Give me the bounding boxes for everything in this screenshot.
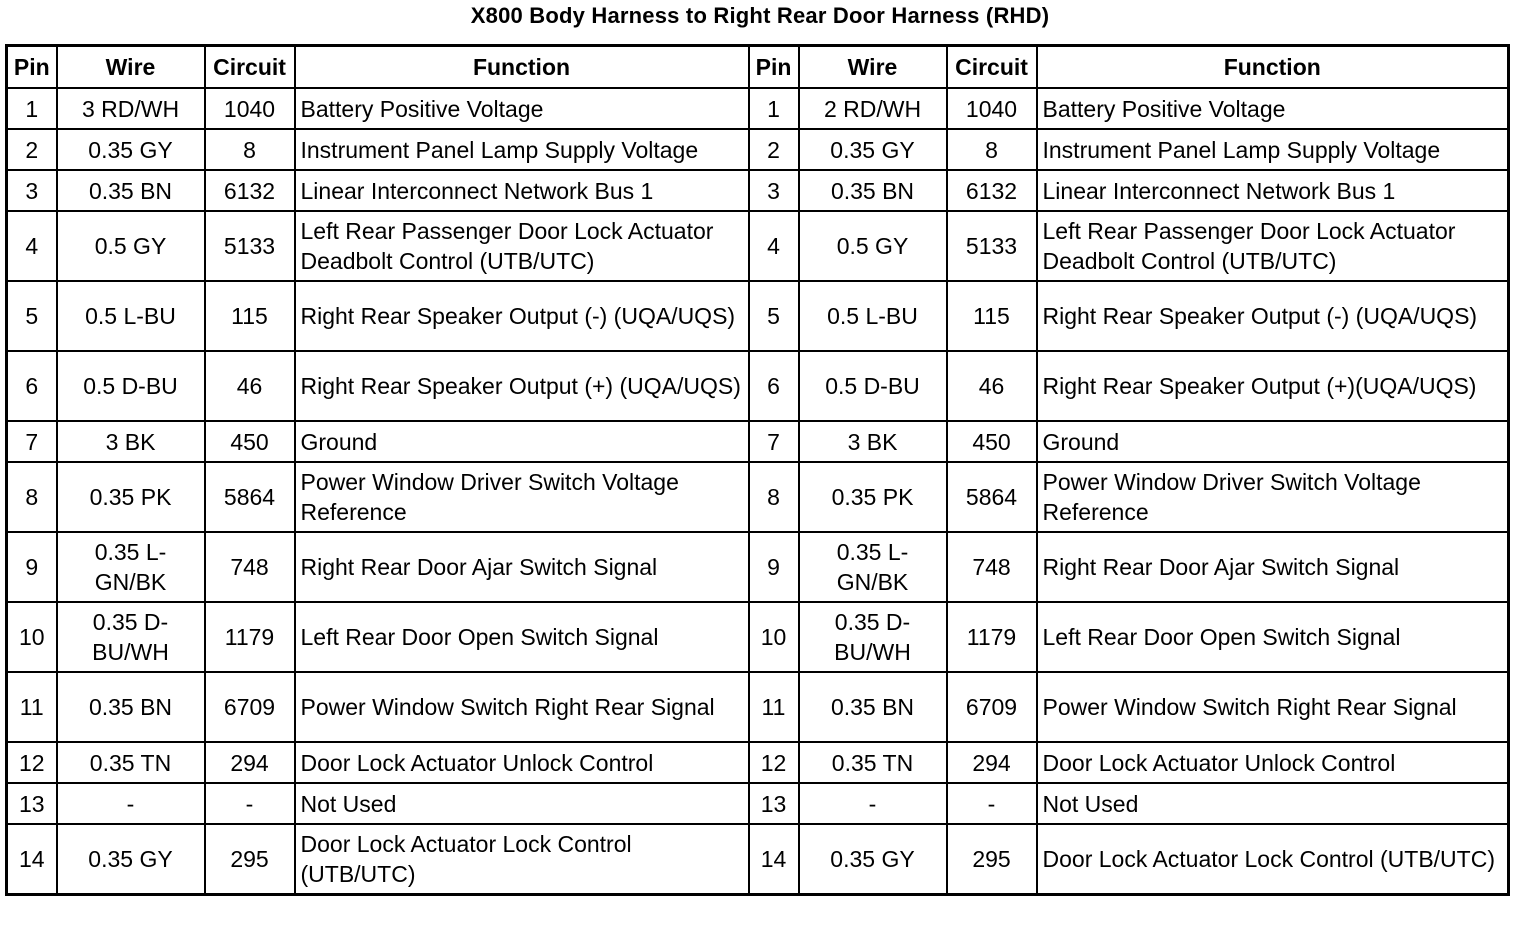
header-circuit: Circuit [205,46,295,89]
left-circuit-cell: 748 [205,532,295,602]
left-function-cell: Ground [295,421,749,462]
left-function-cell: Battery Positive Voltage [295,88,749,129]
table-title: X800 Body Harness to Right Rear Door Harness (RHD) [470,3,1050,28]
table-row [7,532,1509,602]
left-circuit-cell: 1179 [205,602,295,672]
right-circuit-cell: 748 [947,532,1037,602]
left-wire-cell: 0.35 BN [57,170,205,211]
left-circuit-cell: 450 [205,421,295,462]
left-function-cell: Left Rear Passenger Door Lock Actuator Deadbolt Control (UTB/UTC) [295,211,749,281]
right-circuit-cell: 1179 [947,602,1037,672]
table-row [7,211,1509,281]
left-wire-cell: 0.35 GY [57,129,205,170]
right-circuit-cell: 1040 [947,88,1037,129]
left-wire-cell: 0.35 PK [57,462,205,532]
left-pin-cell: 3 [7,170,57,211]
left-circuit-cell: 294 [205,742,295,783]
right-pin-cell: 12 [749,742,799,783]
header-pin: Pin [749,46,799,89]
table-row [7,462,1509,532]
left-circuit-cell: 5864 [205,462,295,532]
right-circuit-cell: - [947,783,1037,824]
left-function-cell: Not Used [295,783,749,824]
right-wire-cell: 3 BK [799,421,947,462]
left-pin-cell: 6 [7,351,57,421]
left-circuit-cell: - [205,783,295,824]
table-row [7,281,1509,351]
left-wire-cell: - [57,783,205,824]
table-row [7,129,1509,170]
right-wire-cell: 2 RD/WH [799,88,947,129]
left-pin-cell: 11 [7,672,57,742]
left-pin-cell: 2 [7,129,57,170]
right-pin-cell: 8 [749,462,799,532]
left-function-cell: Left Rear Door Open Switch Signal [295,602,749,672]
right-wire-cell: - [799,783,947,824]
right-function-cell: Door Lock Actuator Lock Control (UTB/UTC) [1037,824,1509,895]
right-function-cell: Right Rear Door Ajar Switch Signal [1037,532,1509,602]
left-wire-cell: 3 RD/WH [57,88,205,129]
left-pin-cell: 8 [7,462,57,532]
right-wire-cell: 0.35 GY [799,129,947,170]
right-circuit-cell: 8 [947,129,1037,170]
left-function-cell: Right Rear Speaker Output (-) (UQA/UQS) [295,281,749,351]
right-wire-cell: 0.5 L-BU [799,281,947,351]
right-function-cell: Linear Interconnect Network Bus 1 [1037,170,1509,211]
right-pin-cell: 11 [749,672,799,742]
table-row [7,351,1509,421]
right-pin-cell: 14 [749,824,799,895]
left-pin-cell: 9 [7,532,57,602]
header-circuit: Circuit [947,46,1037,89]
right-circuit-cell: 450 [947,421,1037,462]
left-pin-cell: 14 [7,824,57,895]
left-wire-cell: 0.5 GY [57,211,205,281]
right-function-cell: Right Rear Speaker Output (-) (UQA/UQS) [1037,281,1509,351]
left-wire-cell: 0.5 L-BU [57,281,205,351]
right-pin-cell: 5 [749,281,799,351]
table-row [7,742,1509,783]
right-circuit-cell: 115 [947,281,1037,351]
right-function-cell: Power Window Switch Right Rear Signal [1037,672,1509,742]
right-wire-cell: 0.35 BN [799,170,947,211]
right-pin-cell: 13 [749,783,799,824]
right-function-cell: Right Rear Speaker Output (+)(UQA/UQS) [1037,351,1509,421]
right-pin-cell: 1 [749,88,799,129]
header-wire: Wire [57,46,205,89]
left-pin-cell: 1 [7,88,57,129]
right-function-cell: Instrument Panel Lamp Supply Voltage [1037,129,1509,170]
right-pin-cell: 3 [749,170,799,211]
table-row [7,824,1509,895]
left-wire-cell: 0.5 D-BU [57,351,205,421]
table-row [7,421,1509,462]
right-pin-cell: 4 [749,211,799,281]
right-wire-cell: 0.35 L-GN/BK [799,532,947,602]
left-function-cell: Instrument Panel Lamp Supply Voltage [295,129,749,170]
left-wire-cell: 3 BK [57,421,205,462]
right-function-cell: Door Lock Actuator Unlock Control [1037,742,1509,783]
right-pin-cell: 2 [749,129,799,170]
right-circuit-cell: 6132 [947,170,1037,211]
left-circuit-cell: 295 [205,824,295,895]
left-circuit-cell: 8 [205,129,295,170]
table-row [7,602,1509,672]
right-circuit-cell: 6709 [947,672,1037,742]
right-wire-cell: 0.35 BN [799,672,947,742]
header-wire: Wire [799,46,947,89]
left-circuit-cell: 6132 [205,170,295,211]
right-function-cell: Not Used [1037,783,1509,824]
left-circuit-cell: 46 [205,351,295,421]
left-pin-cell: 7 [7,421,57,462]
left-pin-cell: 13 [7,783,57,824]
left-function-cell: Right Rear Speaker Output (+) (UQA/UQS) [295,351,749,421]
table-row [7,672,1509,742]
right-wire-cell: 0.5 GY [799,211,947,281]
left-wire-cell: 0.35 D-BU/WH [57,602,205,672]
right-circuit-cell: 46 [947,351,1037,421]
right-wire-cell: 0.5 D-BU [799,351,947,421]
left-function-cell: Power Window Driver Switch Voltage Reference [295,462,749,532]
header-function: Function [1037,46,1509,89]
header-function: Function [295,46,749,89]
table-row [7,88,1509,129]
left-circuit-cell: 6709 [205,672,295,742]
right-function-cell: Left Rear Door Open Switch Signal [1037,602,1509,672]
left-function-cell: Right Rear Door Ajar Switch Signal [295,532,749,602]
right-function-cell: Ground [1037,421,1509,462]
right-function-cell: Battery Positive Voltage [1037,88,1509,129]
left-pin-cell: 10 [7,602,57,672]
left-pin-cell: 4 [7,211,57,281]
right-wire-cell: 0.35 TN [799,742,947,783]
right-circuit-cell: 5864 [947,462,1037,532]
right-pin-cell: 9 [749,532,799,602]
left-wire-cell: 0.35 TN [57,742,205,783]
left-function-cell: Linear Interconnect Network Bus 1 [295,170,749,211]
header-row [7,46,1509,89]
right-circuit-cell: 295 [947,824,1037,895]
left-circuit-cell: 115 [205,281,295,351]
left-wire-cell: 0.35 L-GN/BK [57,532,205,602]
left-function-cell: Door Lock Actuator Unlock Control [295,742,749,783]
right-pin-cell: 7 [749,421,799,462]
right-wire-cell: 0.35 PK [799,462,947,532]
left-function-cell: Power Window Switch Right Rear Signal [295,672,749,742]
left-circuit-cell: 1040 [205,88,295,129]
table-row [7,783,1509,824]
header-pin: Pin [7,46,57,89]
left-pin-cell: 12 [7,742,57,783]
right-wire-cell: 0.35 D-BU/WH [799,602,947,672]
pinout-table [5,44,1510,896]
left-circuit-cell: 5133 [205,211,295,281]
table-row [7,170,1509,211]
table-body [7,88,1509,895]
right-circuit-cell: 294 [947,742,1037,783]
right-circuit-cell: 5133 [947,211,1037,281]
right-function-cell: Left Rear Passenger Door Lock Actuator Deadbolt Control (UTB/UTC) [1037,211,1509,281]
right-pin-cell: 6 [749,351,799,421]
left-function-cell: Door Lock Actuator Lock Control (UTB/UTC) [295,824,749,895]
left-wire-cell: 0.35 BN [57,672,205,742]
right-pin-cell: 10 [749,602,799,672]
right-wire-cell: 0.35 GY [799,824,947,895]
right-function-cell: Power Window Driver Switch Voltage Reference [1037,462,1509,532]
left-wire-cell: 0.35 GY [57,824,205,895]
left-pin-cell: 5 [7,281,57,351]
